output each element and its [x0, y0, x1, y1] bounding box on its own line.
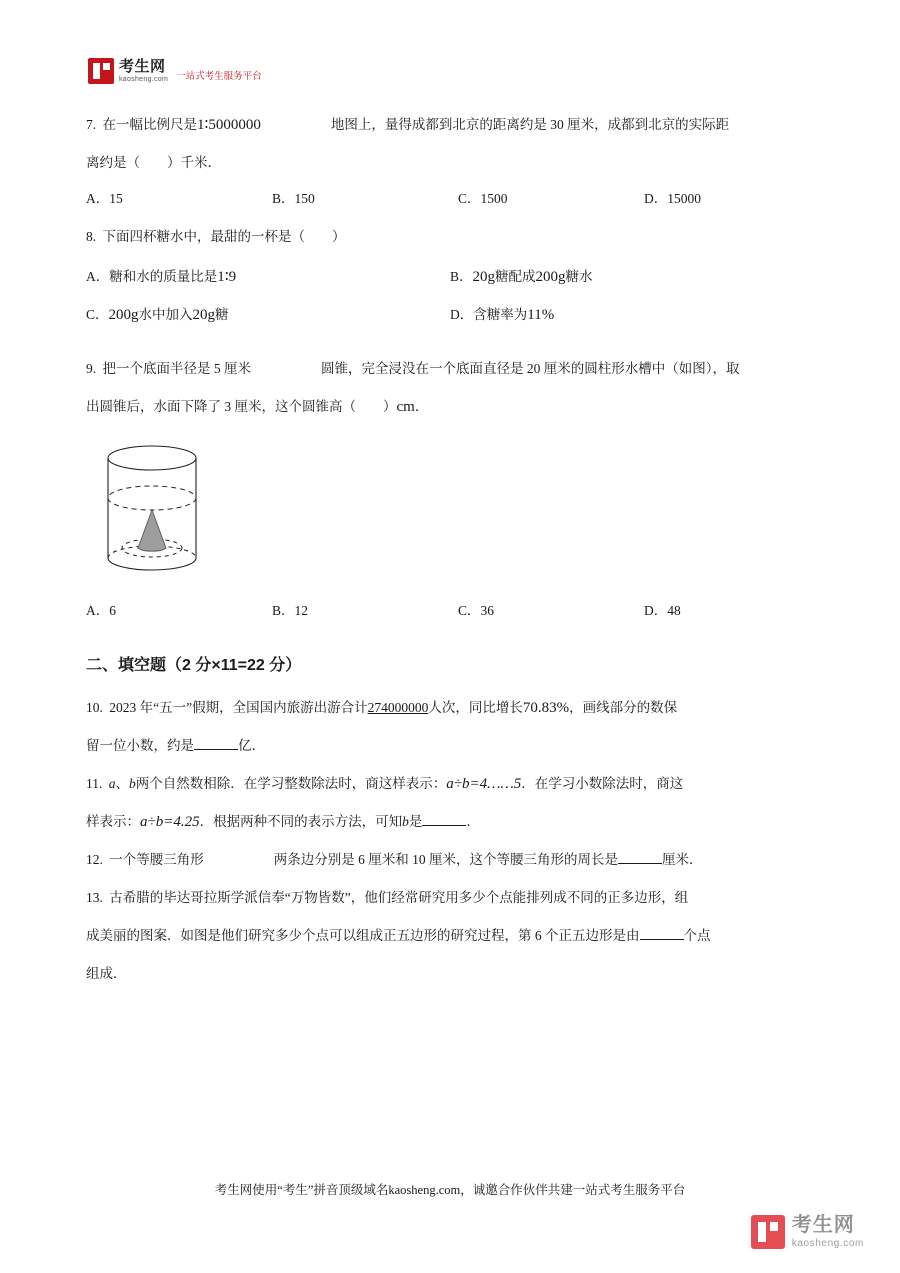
- watermark: [751, 1214, 864, 1249]
- option-c[interactable]: C．36: [458, 603, 495, 618]
- question-9-text-b: 圆锥，完全浸没在一个底面直径是 20 厘米的圆柱形水槽中（如图），取: [321, 361, 740, 376]
- option-b-value1: 20g: [472, 269, 496, 285]
- var-b-2: b: [402, 814, 409, 829]
- question-11-formula-1: a÷b=4……5: [446, 776, 522, 792]
- option-a[interactable]: A．6: [86, 603, 116, 618]
- option-b-label: B．: [450, 269, 473, 284]
- question-10-text-e: 亿．: [238, 738, 265, 753]
- question-9-text-d: ．: [414, 399, 429, 414]
- question-8-options-row1: [86, 258, 814, 296]
- option-d-text: D．含糖率为: [450, 307, 528, 322]
- option-b-mid: 糖配成: [495, 269, 536, 284]
- logo-slogan: 一站式考生服务平台: [176, 71, 262, 82]
- option-d[interactable]: D．15000: [644, 191, 701, 206]
- question-11-number: 11.: [86, 776, 103, 791]
- question-7-scale: 1∶5000000: [197, 117, 261, 133]
- question-13-line3: [86, 957, 814, 991]
- option-b[interactable]: B．12: [272, 603, 309, 618]
- question-11-text-e: 是: [408, 814, 423, 829]
- option-b[interactable]: B．150: [272, 191, 315, 206]
- option-a[interactable]: A．15: [86, 191, 123, 206]
- cylinder-cone-svg: [94, 436, 224, 586]
- answer-blank[interactable]: [422, 825, 466, 826]
- cylinder-with-cone-figure: [94, 436, 224, 586]
- option-c-value2: 20g: [192, 307, 216, 323]
- question-10: [86, 691, 814, 725]
- question-10-text-d: 留一位小数，约是: [86, 738, 194, 753]
- question-10-line2: [86, 729, 814, 763]
- question-10-underlined-number: 274000000: [367, 700, 429, 715]
- footer-note: 考生网使用“考生”拼音顶级域名kaosheng.com，诚邀合作伙伴共建一站式考生服务平台: [214, 1183, 686, 1197]
- section-title-fill-in-blank: 二、填空题（2 分×11=22 分）: [86, 657, 302, 674]
- question-10-number: 10.: [86, 700, 103, 715]
- question-11: [86, 767, 814, 801]
- var-a: a: [108, 776, 116, 791]
- question-13: [86, 881, 814, 915]
- logo-text: [119, 59, 168, 83]
- question-7-number: 7.: [86, 117, 97, 132]
- logo-domain: kaosheng.com: [119, 76, 169, 83]
- question-9-text-a: 把一个底面半径是 5 厘米: [102, 361, 251, 376]
- watermark-logo-icon: [751, 1215, 785, 1249]
- answer-blank[interactable]: [194, 749, 238, 750]
- document-content: [86, 108, 814, 995]
- question-9-text-c: 出圆锥后，水面下降了 3 厘米，这个圆锥高（ ）: [86, 399, 397, 414]
- question-10-text-c: ，画线部分的数保: [569, 700, 678, 715]
- question-8-options-row2: [86, 296, 814, 334]
- question-9-number: 9.: [86, 361, 97, 376]
- question-11-text-f: ．: [466, 814, 480, 829]
- question-8-number: 8.: [86, 229, 97, 244]
- question-13-text-a: 古希腊的毕达哥拉斯学派信奉“万物皆数”，他们经常研究用多少个点能排列成不同的正多边形，组: [109, 890, 689, 905]
- question-9-unit: cm: [396, 399, 415, 415]
- site-logo: [88, 58, 262, 84]
- question-7: [86, 108, 814, 142]
- question-7-text-b: 地图上，量得成都到北京的距离约是 30 厘米，成都到北京的实际距: [330, 117, 730, 132]
- option-a-value: 1∶9: [217, 269, 237, 285]
- watermark-domain: kaosheng.com: [791, 1238, 864, 1249]
- question-11-text-b: ．在学习小数除法时，商这: [521, 776, 684, 791]
- question-7-line2: [86, 146, 814, 180]
- question-10-percent: 70.83%: [522, 700, 570, 716]
- option-d[interactable]: [450, 296, 814, 334]
- question-11-line2: [86, 805, 814, 839]
- option-a-text: A．糖和水的质量比是: [86, 269, 218, 284]
- question-13-number: 13.: [86, 890, 103, 905]
- logo-mark-icon: [88, 58, 114, 84]
- question-12-text-a: 一个等腰三角形: [109, 852, 204, 867]
- answer-blank[interactable]: [640, 939, 684, 940]
- question-7-text-c: 离约是（ ）千米．: [86, 155, 221, 170]
- option-c-value1: 200g: [108, 307, 139, 323]
- question-11-text-d: ．根据两种不同的表示方法，可知: [199, 814, 403, 829]
- question-7-text-a: 在一幅比例尺是: [102, 117, 197, 132]
- option-c-label: C．: [86, 307, 109, 322]
- question-10-text-b: 人次，同比增长: [428, 700, 523, 715]
- question-8: [86, 220, 814, 254]
- question-12-text-b: 两条边分别是 6 厘米和 10 厘米，这个等腰三角形的周长是: [273, 852, 618, 867]
- question-12-number: 12.: [86, 852, 103, 867]
- question-11-text-a: 两个自然数相除．在学习整数除法时，商这样表示：: [135, 776, 447, 791]
- option-c-tail: 糖: [215, 307, 229, 322]
- question-11-text-c: 样表示：: [86, 814, 140, 829]
- question-13-line2: [86, 919, 814, 953]
- question-13-text-b: 成美丽的图案．如图是他们研究多少个点可以组成正五边形的研究过程，第 6 个正五边形是由: [86, 928, 640, 943]
- question-9-options: [86, 596, 814, 626]
- question-12: [86, 843, 814, 877]
- question-12-text-c: 厘米．: [662, 852, 703, 867]
- option-d-value: 11%: [527, 307, 555, 323]
- question-9: [86, 352, 814, 386]
- logo-title: 考生网: [119, 58, 166, 75]
- answer-blank[interactable]: [618, 863, 662, 864]
- question-10-text-a: 2023 年“五一”假期，全国国内旅游出游合计: [109, 700, 368, 715]
- option-c-mid: 水中加入: [138, 307, 193, 322]
- option-c[interactable]: C．1500: [458, 191, 508, 206]
- watermark-text: [792, 1214, 864, 1249]
- question-9-line2: [86, 390, 814, 424]
- question-13-text-d: 组成．: [86, 966, 127, 981]
- option-b[interactable]: [450, 258, 814, 296]
- watermark-title: 考生网: [791, 1214, 855, 1236]
- question-11-sep: 、: [115, 776, 129, 791]
- option-b-value2: 200g: [535, 269, 566, 285]
- option-c[interactable]: [86, 296, 450, 334]
- question-11-formula-2: a÷b=4.25: [140, 814, 200, 830]
- question-8-text: 下面四杯糖水中，最甜的一杯是（ ）: [102, 229, 346, 244]
- var-b: b: [129, 776, 136, 791]
- question-7-options: [86, 184, 814, 214]
- question-13-text-c: 个点: [683, 928, 711, 943]
- option-b-tail: 糖水: [565, 269, 593, 284]
- option-d[interactable]: D．48: [644, 603, 681, 618]
- option-a[interactable]: [86, 258, 450, 296]
